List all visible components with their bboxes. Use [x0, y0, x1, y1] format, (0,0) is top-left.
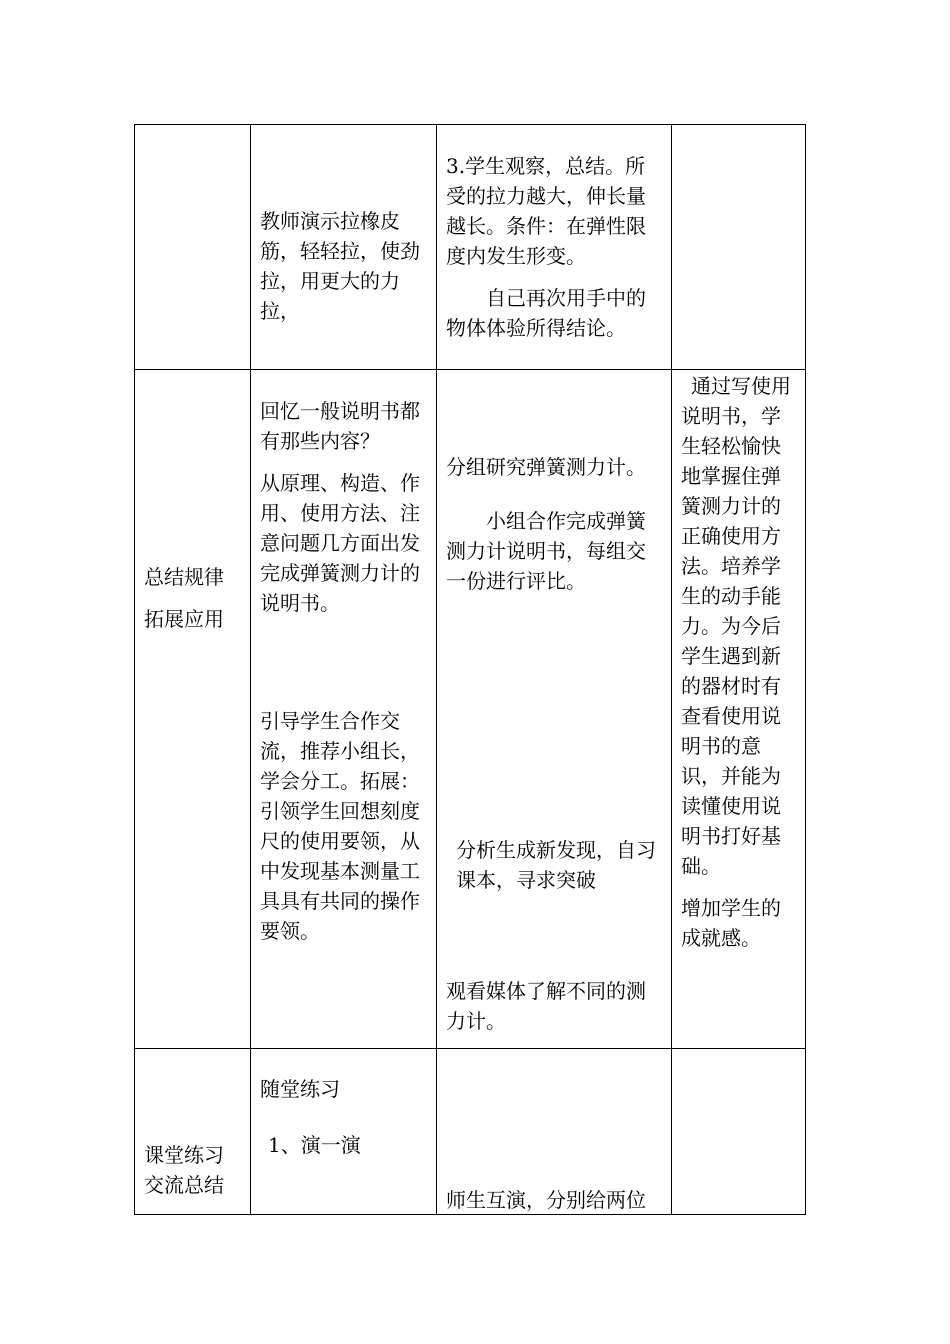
- row2-teacher-complete: 从原理、构造、作用、使用方法、注意问题几方面出发完成弹簧测力计的说明书。: [260, 471, 420, 615]
- row1-teacher-text: 教师演示拉橡皮筋，轻轻拉，使劲拉，用更大的力拉，: [260, 209, 420, 323]
- row2-student-media: 观看媒体了解不同的测力计。: [446, 979, 646, 1033]
- row2-teacher-recall: 回忆一般说明书都有那些内容？: [260, 399, 420, 453]
- row2-student-cell-a: [446, 452, 664, 596]
- row3-stage-line1: 课堂练习: [144, 1143, 224, 1167]
- row1-student-experience: 自己再次用手中的物体体验所得结论。: [446, 286, 646, 340]
- row-divider-2: [134, 1048, 806, 1049]
- row2-teacher-guide: 引导学生合作交流，推荐小组长，学会分工。拓展：引领学生回想刻度尺的使用要领，从中发现基本测量工具具有共同的操作要领。: [260, 709, 420, 943]
- row3-teacher-act: 1、演一演: [268, 1133, 361, 1157]
- row2-teacher-cell-b: [260, 706, 426, 946]
- column-divider-3: [671, 124, 672, 1215]
- row3-stage-cell: [144, 1140, 244, 1200]
- column-divider-2: [436, 124, 437, 1215]
- row3-student-cell: [446, 1185, 668, 1215]
- row2-stage-line1: 总结规律: [144, 565, 224, 589]
- table-border-top: [134, 124, 806, 125]
- column-divider-1: [250, 124, 251, 1215]
- row3-student-text: 师生互演，分别给两位: [446, 1188, 646, 1212]
- row3-stage-line2: 交流总结: [144, 1173, 224, 1197]
- row2-stage-line2: 拓展应用: [144, 607, 224, 631]
- row2-intent-achievement: 增加学生的成就感。: [681, 896, 781, 950]
- table-border-left: [134, 124, 135, 1215]
- row2-student-cooperate: 小组合作完成弹簧测力计说明书，每组交一份进行评比。: [446, 509, 646, 593]
- row2-student-analyze: 分析生成新发现，自习课本，寻求突破: [456, 838, 656, 892]
- row2-intent-text: 通过写使用说明书，学生轻松愉快地掌握住弹簧测力计的正确使用方法。培养学生的动手能力。为今后学生遇到新的器材时有查看使用说明书的意识，并能为读懂使用说明书打好基础。: [681, 374, 791, 878]
- row3-teacher-practice: 随堂练习: [260, 1077, 340, 1101]
- row1-teacher-cell: [260, 206, 426, 326]
- row1-student-observe: 3.学生观察，总结。所受的拉力越大，伸长量越长。条件：在弹性限度内发生形变。: [446, 154, 646, 268]
- row2-intent-cell: [681, 371, 799, 953]
- row3-teacher-cell: [260, 1074, 426, 1160]
- row2-stage-cell: [144, 562, 244, 634]
- row2-student-cell-b: [456, 835, 662, 895]
- table-border-right: [805, 124, 806, 1215]
- row-divider-1: [134, 369, 806, 370]
- row2-student-group: 分组研究弹簧测力计。: [446, 455, 646, 479]
- row2-teacher-cell-a: [260, 396, 426, 618]
- row1-student-cell: [446, 151, 664, 343]
- row2-student-cell-c: [446, 976, 664, 1036]
